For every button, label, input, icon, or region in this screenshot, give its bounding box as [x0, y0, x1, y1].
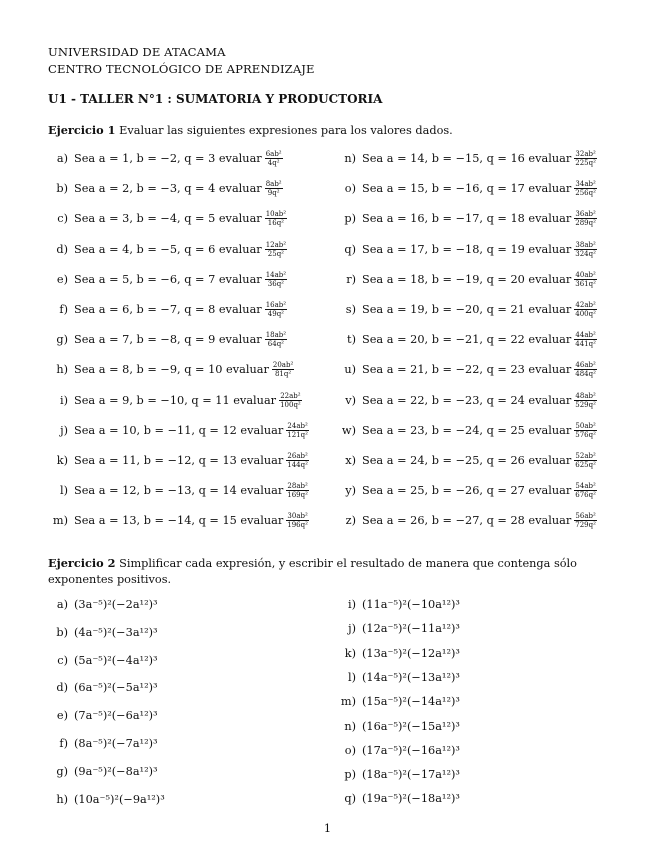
exercise-1-item — [48, 512, 309, 529]
exercise-1-item — [336, 301, 597, 318]
item-text: Sea a = 8, b = −9, q = 10 evaluar — [74, 363, 269, 377]
fraction-denominator: 16q² — [267, 219, 284, 228]
exercise-2-text: Simplificar cada expresión, y escribir el resultado de manera que contenga sólo exponentes positivos. — [48, 557, 577, 586]
exercise-1-item — [336, 452, 597, 469]
fraction — [286, 452, 309, 469]
item-label: q) — [344, 242, 356, 256]
item-label: r) — [346, 272, 356, 286]
exercise-2-item — [336, 695, 460, 708]
exercise-1-statement — [48, 123, 618, 137]
fraction-numerator: 48ab² — [575, 391, 596, 400]
fraction — [574, 422, 597, 439]
fraction — [574, 392, 597, 409]
fraction — [574, 452, 597, 469]
item-expression: (16a⁻⁵)²(−15a¹²)³ — [362, 719, 460, 733]
exercise-1-item — [336, 422, 597, 439]
exercise-2-item — [336, 671, 460, 684]
fraction-numerator: 42ab² — [575, 301, 596, 309]
item-label: w) — [341, 423, 356, 437]
item-label: g) — [56, 764, 68, 778]
item-label: j) — [60, 423, 68, 437]
exercise-1-item — [48, 150, 283, 167]
exercise-2-item — [336, 622, 460, 635]
exercise-1-item — [48, 452, 309, 469]
exercise-1-item — [48, 241, 287, 258]
fraction-denominator: 25q² — [267, 249, 284, 258]
item-expression: (11a⁻⁵)²(−10a¹²)³ — [362, 598, 460, 611]
fraction — [574, 301, 597, 318]
exercise-2-item — [48, 681, 158, 694]
item-label: b) — [56, 182, 68, 196]
exercise-2-item — [48, 765, 158, 778]
fraction — [574, 180, 597, 197]
item-text: Sea a = 26, b = −27, q = 28 evaluar — [362, 514, 572, 528]
fraction-denominator: 121q² — [287, 430, 308, 439]
item-text: Sea a = 21, b = −22, q = 23 evaluar — [362, 363, 572, 377]
item-expression: (5a⁻⁵)²(−4a¹²)³ — [74, 653, 158, 667]
fraction-numerator: 32ab² — [575, 150, 596, 158]
exercise-1-item — [336, 180, 597, 197]
item-label: x) — [345, 454, 356, 467]
fraction-denominator: 9q² — [267, 189, 280, 198]
fraction-numerator: 44ab² — [575, 331, 596, 340]
item-label: o) — [344, 743, 356, 757]
fraction-denominator: 49q² — [267, 310, 284, 318]
fraction-denominator: 169q² — [287, 491, 308, 500]
item-expression: (10a⁻⁵)²(−9a¹²)³ — [74, 792, 165, 806]
item-label: y) — [345, 484, 356, 498]
fraction-numerator: 24ab² — [287, 421, 308, 430]
fraction-denominator: 529q² — [575, 400, 596, 409]
item-label: g) — [56, 333, 68, 347]
item-expression: (14a⁻⁵)²(−13a¹²)³ — [362, 670, 460, 684]
fraction — [265, 150, 283, 167]
fraction-numerator: 22ab² — [280, 391, 301, 400]
item-expression: (13a⁻⁵)²(−12a¹²)³ — [362, 646, 460, 660]
item-label: h) — [56, 363, 68, 377]
exercise-1-item — [336, 241, 597, 258]
item-label: q) — [344, 792, 356, 806]
exercise-1-item — [48, 392, 302, 409]
item-label: v) — [345, 393, 356, 407]
fraction — [574, 482, 597, 499]
fraction-numerator: 54ab² — [575, 482, 596, 491]
item-label: k) — [56, 454, 68, 467]
fraction-numerator: 56ab² — [575, 512, 596, 521]
item-text: Sea a = 22, b = −23, q = 24 evaluar — [362, 393, 572, 407]
item-label: j) — [348, 622, 356, 636]
fraction-denominator: 64q² — [267, 340, 284, 349]
exercise-1-item — [48, 331, 287, 348]
item-text: Sea a = 14, b = −15, q = 16 evaluar — [362, 152, 572, 165]
fraction — [286, 512, 309, 529]
item-text: Sea a = 6, b = −7, q = 8 evaluar — [74, 303, 262, 316]
fraction-denominator: 256q² — [575, 189, 596, 198]
fraction-denominator: 36q² — [267, 279, 284, 288]
item-label: t) — [347, 333, 356, 347]
exercise-1-item — [48, 301, 287, 318]
item-label: n) — [344, 719, 356, 733]
fraction-numerator: 10ab² — [265, 210, 287, 219]
fraction-denominator: 729q² — [575, 521, 596, 530]
fraction-numerator: 34ab² — [575, 180, 596, 189]
fraction — [574, 210, 597, 227]
fraction-numerator: 30ab² — [287, 512, 308, 521]
fraction-denominator: 676q² — [575, 491, 596, 500]
fraction-denominator: 625q² — [575, 461, 596, 469]
exercise-1-item — [336, 482, 597, 499]
fraction-denominator: 324q² — [575, 249, 596, 258]
item-text: Sea a = 19, b = −20, q = 21 evaluar — [362, 303, 572, 316]
fraction-denominator: 225q² — [575, 159, 596, 167]
item-label: p) — [344, 768, 356, 782]
fraction-numerator: 46ab² — [575, 361, 596, 370]
item-text: Sea a = 7, b = −8, q = 9 evaluar — [74, 333, 262, 347]
exercise-1-item — [48, 482, 309, 499]
item-text: Sea a = 10, b = −11, q = 12 evaluar — [74, 423, 284, 437]
item-expression: (8a⁻⁵)²(−7a¹²)³ — [74, 737, 158, 750]
exercise-1-item — [336, 331, 597, 348]
item-expression: (7a⁻⁵)²(−6a¹²)³ — [74, 709, 158, 723]
fraction — [574, 331, 597, 348]
fraction — [574, 241, 597, 258]
item-label: l) — [347, 670, 356, 684]
fraction-denominator: 400q² — [575, 310, 596, 318]
fraction-denominator: 361q² — [575, 279, 596, 288]
fraction — [265, 331, 287, 348]
university-name: UNIVERSIDAD DE ATACAMA — [48, 45, 226, 59]
item-label: d) — [56, 681, 68, 695]
item-expression: (15a⁻⁵)²(−14a¹²)³ — [362, 695, 460, 709]
item-label: i) — [59, 393, 68, 407]
exercise-2-item — [336, 598, 460, 611]
item-expression: (9a⁻⁵)²(−8a¹²)³ — [74, 764, 158, 778]
fraction — [574, 512, 597, 529]
page-number: 1 — [323, 822, 332, 835]
fraction-numerator: 36ab² — [575, 210, 596, 219]
item-text: Sea a = 12, b = −13, q = 14 evaluar — [74, 484, 284, 498]
item-text: Sea a = 24, b = −25, q = 26 evaluar — [362, 454, 572, 467]
fraction-numerator: 16ab² — [265, 301, 287, 309]
item-label: n) — [344, 152, 356, 165]
exercise-1-item — [48, 210, 287, 227]
exercise-2-item — [336, 792, 460, 805]
fraction-numerator: 20ab² — [272, 361, 294, 370]
item-label: e) — [56, 272, 68, 286]
fraction-numerator: 26ab² — [287, 452, 308, 460]
item-text: Sea a = 23, b = −24, q = 25 evaluar — [362, 423, 572, 437]
item-label: c) — [57, 653, 68, 667]
exercise-1-item — [336, 150, 597, 167]
exercise-2-item — [48, 793, 165, 806]
item-text: Sea a = 9, b = −10, q = 11 evaluar — [74, 393, 277, 407]
item-text: Sea a = 15, b = −16, q = 17 evaluar — [362, 182, 572, 196]
item-expression: (19a⁻⁵)²(−18a¹²)³ — [362, 792, 460, 806]
fraction-numerator: 40ab² — [575, 270, 596, 279]
fraction-numerator: 14ab² — [265, 270, 287, 279]
item-text: Sea a = 1, b = −2, q = 3 evaluar — [74, 152, 262, 165]
item-label: f) — [59, 303, 68, 316]
exercise-1-text: Evaluar las siguientes expresiones para los valores dados. — [119, 124, 453, 137]
fraction — [265, 180, 283, 197]
item-text: Sea a = 25, b = −26, q = 27 evaluar — [362, 484, 572, 498]
item-label: l) — [59, 484, 68, 498]
exercise-2-item — [48, 598, 158, 611]
exercise-2-item — [48, 737, 158, 750]
item-text: Sea a = 11, b = −12, q = 13 evaluar — [74, 454, 284, 467]
exercise-1-item — [48, 180, 283, 197]
fraction-denominator: 81q² — [274, 370, 292, 379]
item-text: Sea a = 16, b = −17, q = 18 evaluar — [362, 212, 572, 226]
page-title: U1 - TALLER N°1 : SUMATORIA Y PRODUCTORIA — [48, 92, 383, 106]
item-label: f) — [59, 737, 68, 750]
item-expression: (6a⁻⁵)²(−5a¹²)³ — [74, 681, 158, 695]
fraction — [279, 392, 302, 409]
exercise-1-item — [48, 361, 294, 378]
fraction-denominator: 484q² — [575, 370, 596, 379]
exercise-1-item — [336, 392, 597, 409]
fraction-numerator: 28ab² — [287, 482, 308, 491]
item-label: o) — [344, 182, 356, 196]
exercise-1-item — [336, 210, 597, 227]
fraction-denominator: 4q² — [267, 159, 280, 167]
institution-header — [48, 44, 315, 78]
item-text: Sea a = 5, b = −6, q = 7 evaluar — [74, 272, 262, 286]
fraction — [574, 361, 597, 378]
exercise-2-item — [336, 768, 460, 781]
item-label: h) — [56, 792, 68, 806]
fraction — [265, 271, 287, 288]
fraction-denominator: 441q² — [575, 340, 596, 349]
exercise-2-item — [48, 654, 158, 667]
exercise-1-item — [336, 512, 597, 529]
center-name: CENTRO TECNOLÓGICO DE APRENDIZAJE — [48, 62, 315, 76]
fraction-denominator: 100q² — [280, 400, 301, 409]
item-label: p) — [344, 212, 356, 226]
item-label: m) — [340, 695, 356, 709]
exercise-1-heading: Ejercicio 1 — [48, 123, 116, 137]
fraction — [265, 210, 287, 227]
item-label: m) — [52, 514, 68, 528]
item-expression: (3a⁻⁵)²(−2a¹²)³ — [74, 598, 158, 611]
exercise-2-statement — [48, 555, 618, 588]
fraction-numerator: 50ab² — [575, 421, 596, 430]
exercise-2-item — [336, 720, 460, 733]
exercise-2-item — [48, 709, 158, 722]
exercise-1-item — [336, 271, 597, 288]
item-expression: (12a⁻⁵)²(−11a¹²)³ — [362, 622, 460, 636]
item-label: i) — [347, 598, 356, 611]
item-label: u) — [344, 363, 356, 377]
item-label: z) — [345, 514, 356, 528]
item-label: b) — [56, 625, 68, 639]
fraction-denominator: 196q² — [287, 521, 308, 530]
item-text: Sea a = 4, b = −5, q = 6 evaluar — [74, 242, 262, 256]
fraction-denominator: 144q² — [287, 461, 308, 469]
exercise-2-item — [48, 626, 158, 639]
item-text: Sea a = 13, b = −14, q = 15 evaluar — [74, 514, 284, 528]
fraction — [286, 482, 309, 499]
item-text: Sea a = 18, b = −19, q = 20 evaluar — [362, 272, 572, 286]
item-expression: (17a⁻⁵)²(−16a¹²)³ — [362, 743, 460, 757]
exercise-2-item — [336, 647, 460, 660]
fraction-numerator: 38ab² — [575, 240, 596, 249]
fraction-numerator: 12ab² — [265, 240, 287, 249]
item-label: a) — [56, 598, 68, 611]
item-expression: (4a⁻⁵)²(−3a¹²)³ — [74, 625, 158, 639]
exercise-1-item — [48, 422, 309, 439]
fraction-numerator: 6ab² — [265, 150, 282, 158]
item-text: Sea a = 20, b = −21, q = 22 evaluar — [362, 333, 572, 347]
exercise-1-item — [336, 361, 597, 378]
item-text: Sea a = 17, b = −18, q = 19 evaluar — [362, 242, 572, 256]
item-expression: (18a⁻⁵)²(−17a¹²)³ — [362, 768, 460, 782]
item-label: s) — [345, 303, 356, 316]
fraction — [574, 150, 597, 167]
fraction — [265, 241, 287, 258]
fraction-denominator: 576q² — [575, 430, 596, 439]
exercise-2-item — [336, 744, 460, 757]
item-label: d) — [56, 242, 68, 256]
fraction-numerator: 8ab² — [265, 180, 282, 189]
fraction — [574, 271, 597, 288]
fraction — [272, 361, 294, 378]
item-label: e) — [56, 709, 68, 723]
item-label: a) — [56, 152, 68, 165]
exercise-1-item — [48, 271, 287, 288]
item-text: Sea a = 3, b = −4, q = 5 evaluar — [74, 212, 262, 226]
item-label: k) — [344, 646, 356, 660]
item-text: Sea a = 2, b = −3, q = 4 evaluar — [74, 182, 262, 196]
item-label: c) — [57, 212, 68, 226]
fraction-numerator: 52ab² — [575, 452, 596, 460]
fraction — [265, 301, 287, 318]
fraction — [286, 422, 309, 439]
exercise-2-heading: Ejercicio 2 — [48, 556, 116, 570]
fraction-denominator: 289q² — [575, 219, 596, 228]
fraction-numerator: 18ab² — [265, 331, 287, 340]
